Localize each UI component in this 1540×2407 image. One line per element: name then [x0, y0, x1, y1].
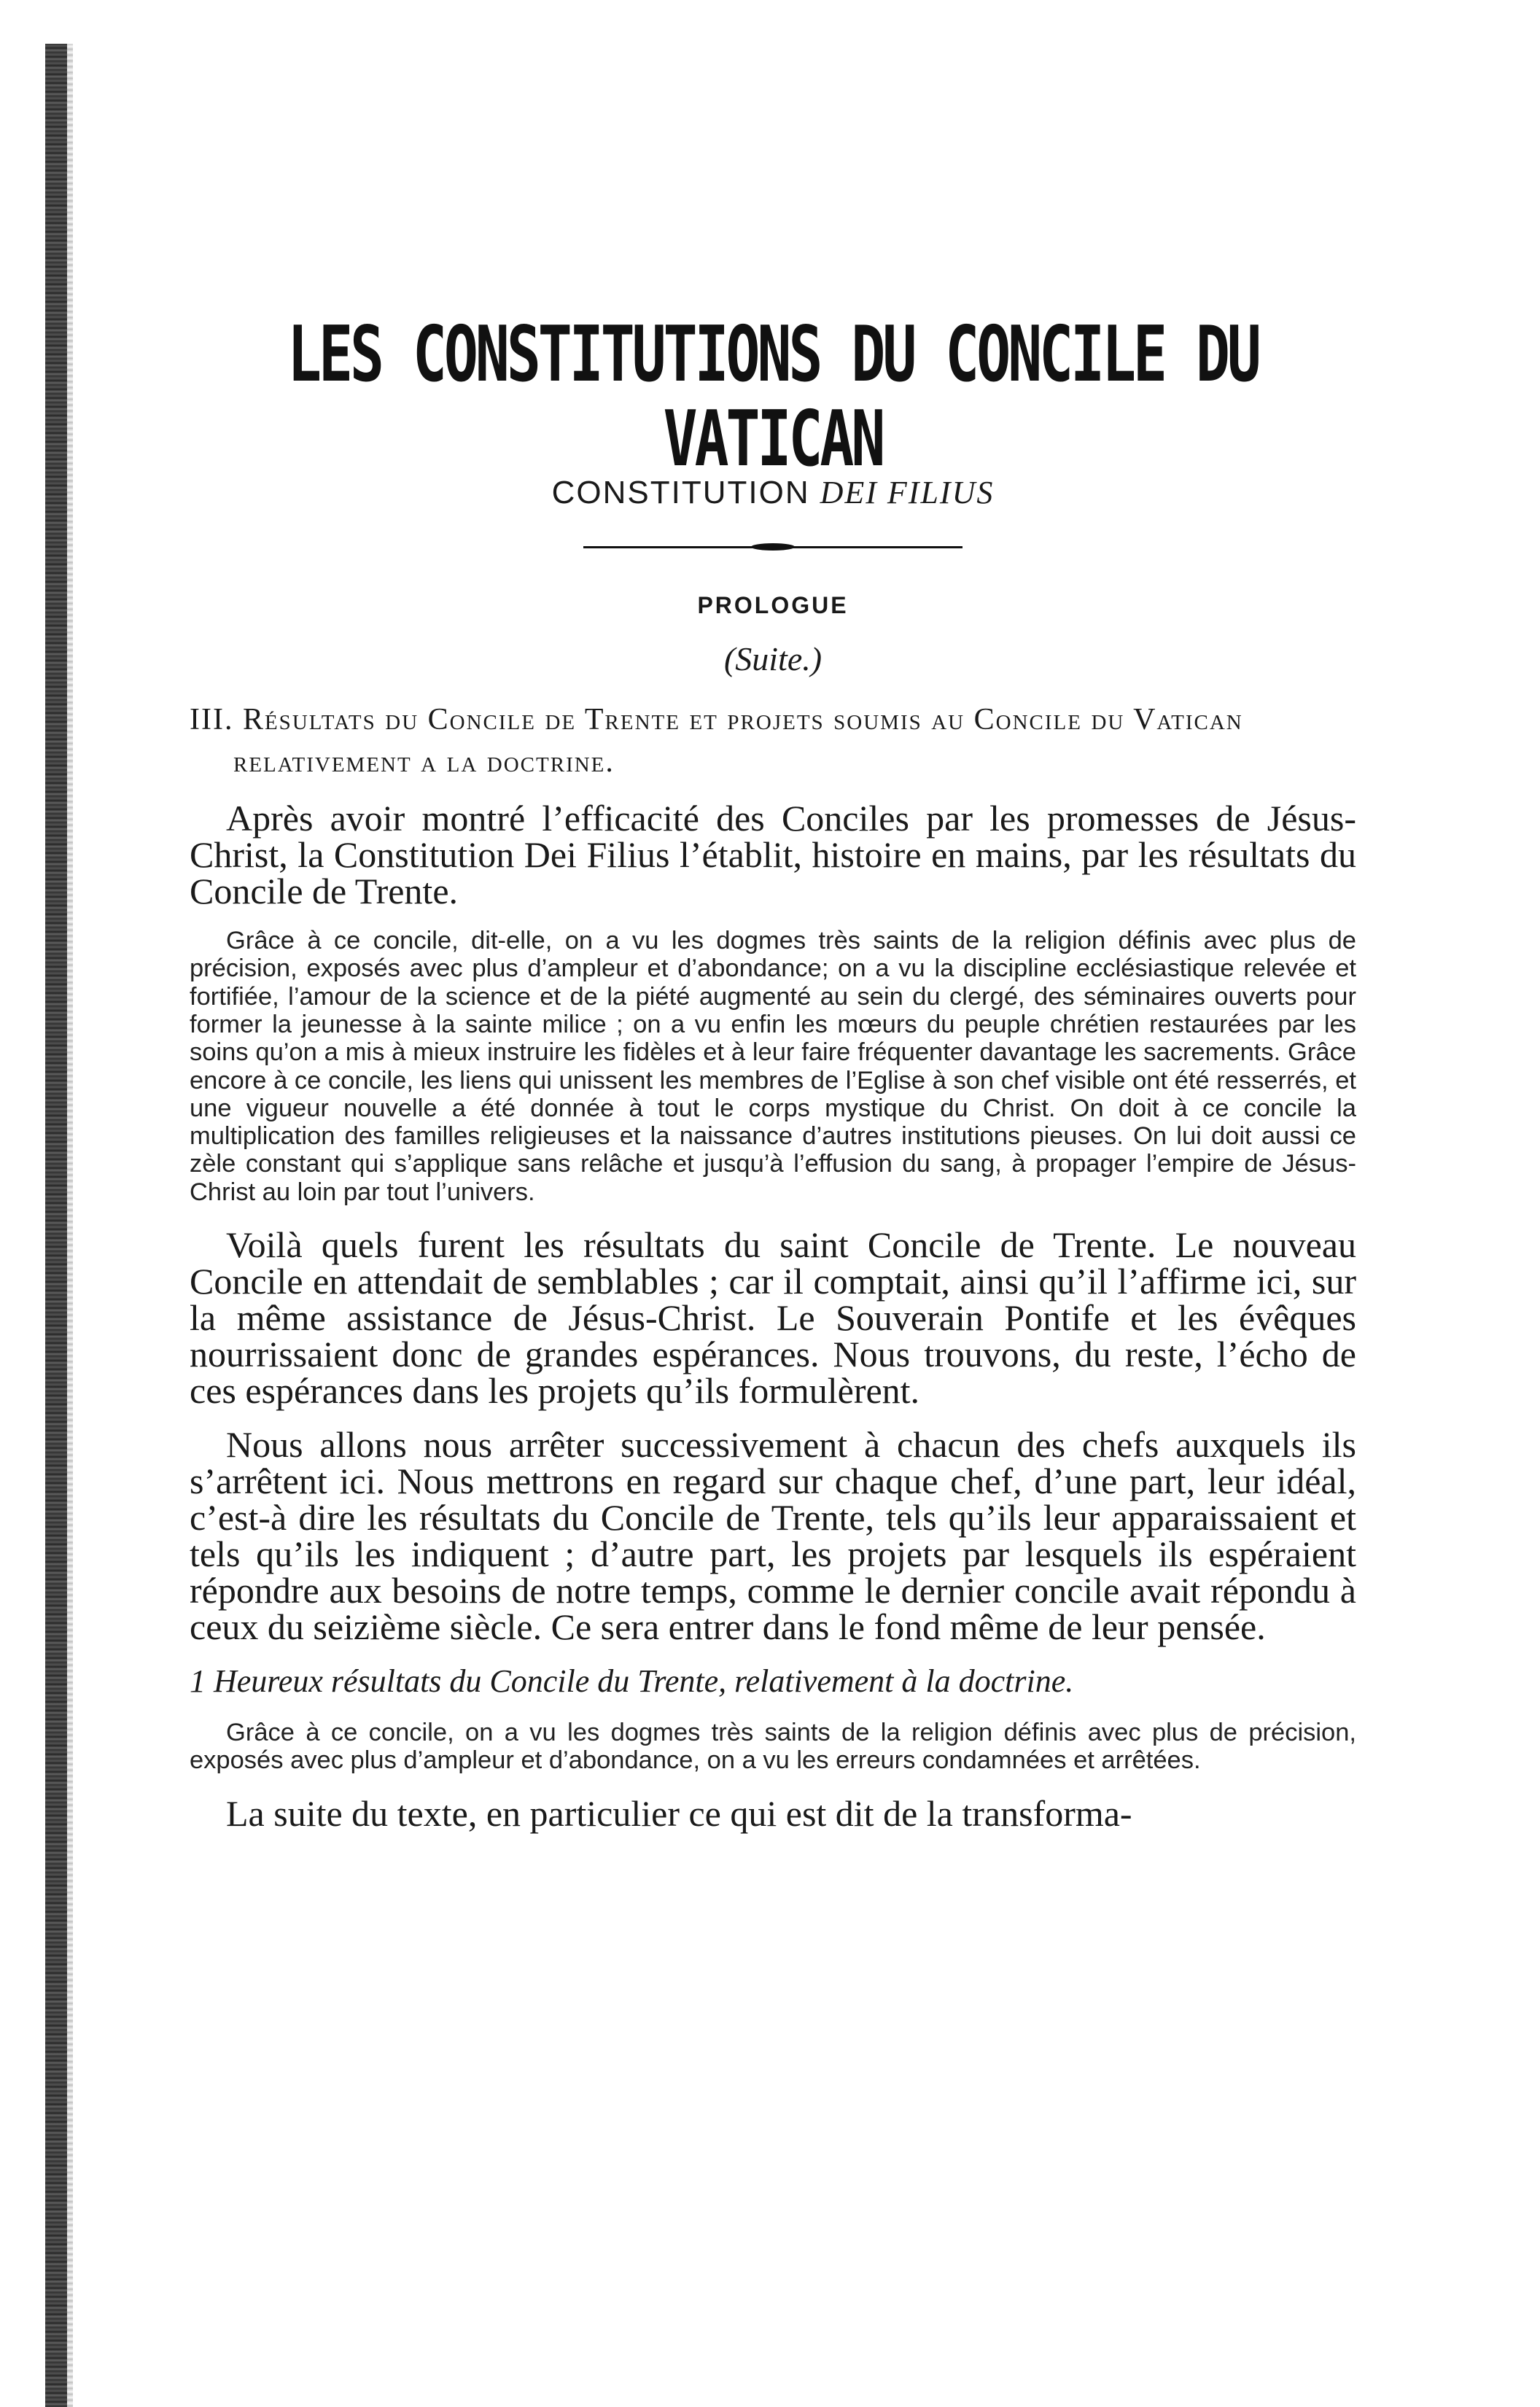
ornamental-rule	[583, 546, 962, 548]
document-title: LES CONSTITUTIONS DU CONCILE DU VATICAN	[287, 310, 1259, 484]
subsection-heading-1: 1 Heureux résultats du Concile du Trente, relativement à la doctrine.	[190, 1663, 1074, 1699]
body-paragraph-1: Après avoir montré l’efficacité des Conciles par les promesses de Jésus-Christ, la Constitution Dei Filius l’établit, histoire en mains, par les résultats du Concile de Trente.	[190, 798, 1356, 912]
body-paragraph-2: Voilà quels furent les résultats du saint Concile de Trente. Le nouveau Concile en attendait de semblables ; car il comptait, ainsi qu’il l’affirme ici, sur la même assistance de Jésus-Christ. Le Souverain Pontife et les évêques nourrissaient donc de grandes espérances. Nous trouvons, du reste, l’écho de ces espérances dans les projets qu’ils formulèrent.	[190, 1224, 1356, 1411]
prologue-heading: PROLOGUE	[697, 591, 849, 618]
body-paragraph-3: Nous allons nous arrêter successivement à chacun des chefs auxquels ils s’arrêtent ici. Nous mettrons en regard sur chaque chef, d’une part, leur idéal, c’est-à dire les résultats du Concile de Trente, tels qu’ils leur apparaissaient et tels qu’ils les indiquent ; d’autre part, les projets par lesquels ils espéraient répondre aux besoins de notre temps, comme le dernier concile avait répondu à ceux du seizième siècle. Ce sera entrer dans le fond même de leur pensée.	[190, 1424, 1356, 1647]
quotation-block-2: Grâce à ce concile, on a vu les dogmes très saints de la religion définis avec plus de précision, exposés avec plus d’ampleur et d’abondance, on a vu les erreurs condamnées et arrêtées.	[190, 1719, 1356, 1775]
body-paragraph-4: La suite du texte, en particulier ce qui est dit de la transforma-	[226, 1792, 1132, 1834]
suite-label: (Suite.)	[723, 639, 822, 677]
quotation-block-1: Grâce à ce concile, dit-elle, on a vu les dogmes très saints de la religion définis avec plus de précision, exposés avec plus d’ampleur et d’abondance; on a vu la discipline ecclésiastique relevée et fortifiée, l’amour de la science et de la piété augmenté au sein du clergé, des séminaires ouverts pour former la jeunesse à la sainte milice ; on a vu enfin les mœurs du peuple chrétien restaurées par les soins qu’on a mis à mieux instruire les fidèles et à leur faire fréquenter davantage les sacrements. Grâce encore à ce concile, les liens qui unissent les membres de l’Eglise à son chef visible ont été resserrés, et une vigueur nouvelle a été donnée à tout le corps mystique du Christ. On doit à ce concile la multiplication des familles religieuses et la naissance d’autres institutions pieuses. On lui doit aussi ce zèle constant qui s’applique sans relâche et jusqu’à l’effusion du sang, à propager l’empire de Jésus-Christ au loin par tout l’univers.	[190, 927, 1356, 1206]
subtitle-italic: DEI FILIUS	[820, 474, 995, 510]
section-heading: III. Résultats du Concile de Trente et projets soumis au Concile du Vatican relativement a la doctrine.	[190, 702, 1243, 779]
document-page	[190, 310, 1356, 1849]
book-binding-edge	[45, 44, 67, 2407]
binding-shadow	[67, 44, 73, 2407]
subtitle-prefix: CONSTITUTION	[551, 474, 810, 510]
